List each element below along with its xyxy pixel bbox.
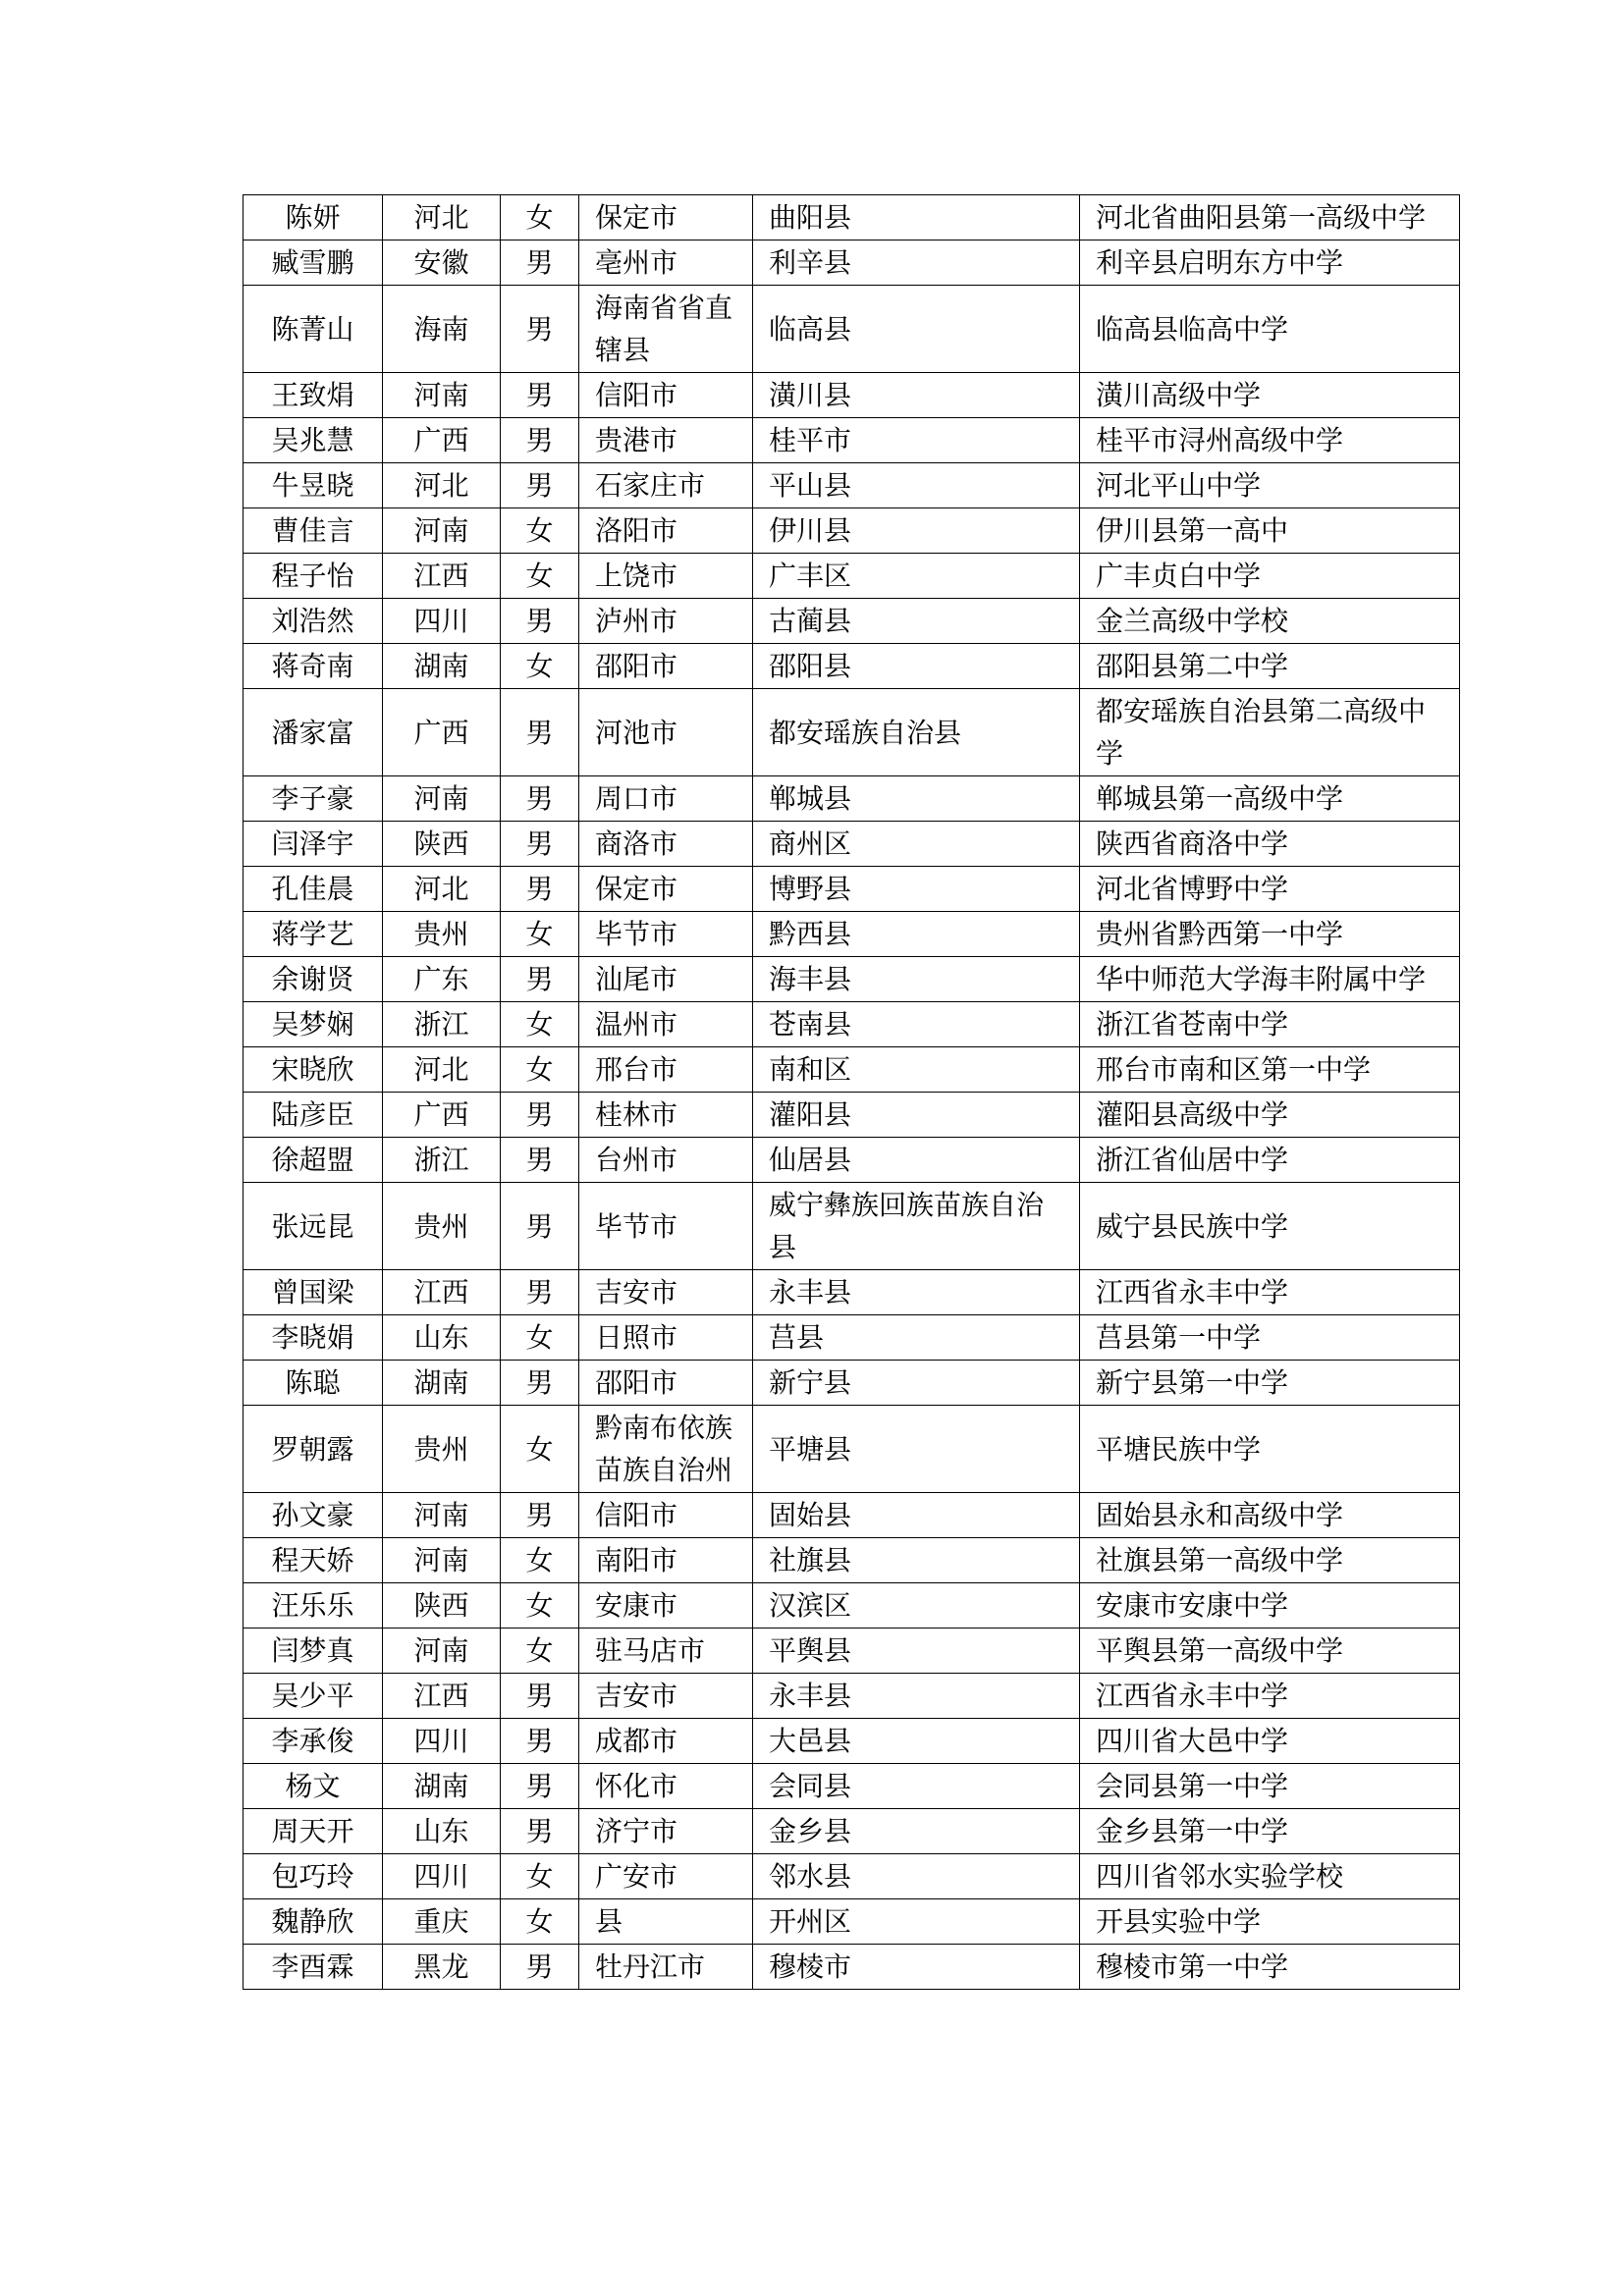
cell-gender: 女 [501,1538,579,1583]
cell-county: 永丰县 [753,1270,1080,1315]
table-row [244,1183,1460,1270]
cell-city: 南阳市 [579,1538,753,1583]
cell-city: 邢台市 [579,1047,753,1093]
table-row [244,1406,1460,1493]
cell-school: 会同县第一中学 [1080,1764,1460,1809]
table-row [244,463,1460,508]
cell-name: 陈聪 [244,1361,383,1406]
cell-name: 孙文豪 [244,1493,383,1538]
cell-county: 威宁彝族回族苗族自治县 [753,1183,1080,1270]
cell-province: 河南 [383,776,501,822]
table-row [244,1945,1460,1990]
cell-county: 莒县 [753,1315,1080,1361]
cell-school: 郸城县第一高级中学 [1080,776,1460,822]
table-row [244,912,1460,957]
cell-city: 商洛市 [579,822,753,867]
cell-name: 徐超盟 [244,1138,383,1183]
cell-county: 邵阳县 [753,644,1080,689]
cell-county: 利辛县 [753,240,1080,286]
cell-province: 浙江 [383,1138,501,1183]
cell-city: 信阳市 [579,373,753,418]
cell-province: 安徽 [383,240,501,286]
cell-name: 闫梦真 [244,1629,383,1674]
cell-school: 临高县临高中学 [1080,286,1460,373]
cell-gender: 男 [501,822,579,867]
cell-gender: 女 [501,1002,579,1047]
cell-province: 广西 [383,418,501,463]
cell-school: 金兰高级中学校 [1080,599,1460,644]
cell-county: 伊川县 [753,508,1080,554]
cell-school: 平舆县第一高级中学 [1080,1629,1460,1674]
cell-city: 汕尾市 [579,957,753,1002]
cell-gender: 男 [501,1674,579,1719]
cell-city: 贵港市 [579,418,753,463]
cell-county: 古蔺县 [753,599,1080,644]
cell-gender: 男 [501,1719,579,1764]
cell-school: 广丰贞白中学 [1080,554,1460,599]
cell-school: 利辛县启明东方中学 [1080,240,1460,286]
cell-city: 亳州市 [579,240,753,286]
cell-province: 河南 [383,1493,501,1538]
cell-school: 江西省永丰中学 [1080,1674,1460,1719]
cell-name: 陈妍 [244,195,383,240]
cell-province: 湖南 [383,644,501,689]
cell-name: 陈菁山 [244,286,383,373]
cell-name: 牛昱晓 [244,463,383,508]
cell-gender: 男 [501,1809,579,1854]
cell-gender: 女 [501,1583,579,1629]
table-row [244,1583,1460,1629]
cell-name: 王致焆 [244,373,383,418]
cell-province: 四川 [383,599,501,644]
cell-name: 曾国梁 [244,1270,383,1315]
cell-county: 汉滨区 [753,1583,1080,1629]
cell-province: 贵州 [383,912,501,957]
cell-school: 邢台市南和区第一中学 [1080,1047,1460,1093]
cell-name: 吴梦娴 [244,1002,383,1047]
cell-county: 海丰县 [753,957,1080,1002]
cell-county: 都安瑶族自治县 [753,689,1080,776]
table-row [244,418,1460,463]
cell-city: 上饶市 [579,554,753,599]
cell-county: 灌阳县 [753,1093,1080,1138]
cell-gender: 男 [501,1093,579,1138]
cell-name: 李子豪 [244,776,383,822]
cell-school: 桂平市浔州高级中学 [1080,418,1460,463]
cell-county: 广丰区 [753,554,1080,599]
cell-city: 吉安市 [579,1270,753,1315]
cell-city: 保定市 [579,867,753,912]
cell-city: 海南省省直辖县 [579,286,753,373]
table-row [244,1538,1460,1583]
cell-name: 臧雪鹏 [244,240,383,286]
cell-county: 临高县 [753,286,1080,373]
cell-gender: 女 [501,912,579,957]
cell-city: 桂林市 [579,1093,753,1138]
cell-county: 开州区 [753,1899,1080,1945]
table-row [244,1854,1460,1899]
cell-gender: 女 [501,1047,579,1093]
cell-gender: 女 [501,195,579,240]
cell-name: 汪乐乐 [244,1583,383,1629]
cell-province: 浙江 [383,1002,501,1047]
cell-city: 邵阳市 [579,1361,753,1406]
cell-name: 包巧玲 [244,1854,383,1899]
cell-name: 周天开 [244,1809,383,1854]
cell-name: 魏静欣 [244,1899,383,1945]
cell-province: 江西 [383,554,501,599]
cell-school: 河北平山中学 [1080,463,1460,508]
cell-province: 贵州 [383,1183,501,1270]
cell-gender: 男 [501,1361,579,1406]
cell-city: 日照市 [579,1315,753,1361]
cell-city: 县 [579,1899,753,1945]
cell-school: 金乡县第一中学 [1080,1809,1460,1854]
cell-county: 桂平市 [753,418,1080,463]
cell-city: 怀化市 [579,1764,753,1809]
cell-province: 陕西 [383,822,501,867]
cell-city: 信阳市 [579,1493,753,1538]
table-row [244,957,1460,1002]
cell-province: 山东 [383,1315,501,1361]
cell-county: 黔西县 [753,912,1080,957]
cell-city: 驻马店市 [579,1629,753,1674]
cell-gender: 女 [501,1406,579,1493]
table-row [244,195,1460,240]
cell-county: 固始县 [753,1493,1080,1538]
cell-gender: 男 [501,1270,579,1315]
cell-school: 平塘民族中学 [1080,1406,1460,1493]
cell-gender: 男 [501,957,579,1002]
cell-county: 苍南县 [753,1002,1080,1047]
cell-name: 张远昆 [244,1183,383,1270]
cell-province: 河南 [383,1629,501,1674]
table-row [244,1629,1460,1674]
roster-body [244,195,1460,1990]
cell-city: 济宁市 [579,1809,753,1854]
cell-province: 山东 [383,1809,501,1854]
table-row [244,1361,1460,1406]
cell-city: 邵阳市 [579,644,753,689]
cell-gender: 男 [501,1138,579,1183]
cell-province: 重庆 [383,1899,501,1945]
cell-county: 新宁县 [753,1361,1080,1406]
cell-county: 社旗县 [753,1538,1080,1583]
cell-gender: 女 [501,554,579,599]
cell-city: 毕节市 [579,1183,753,1270]
cell-city: 吉安市 [579,1674,753,1719]
cell-name: 蒋学艺 [244,912,383,957]
cell-gender: 女 [501,1899,579,1945]
cell-province: 江西 [383,1270,501,1315]
cell-school: 华中师范大学海丰附属中学 [1080,957,1460,1002]
cell-gender: 男 [501,599,579,644]
cell-city: 洛阳市 [579,508,753,554]
cell-school: 开县实验中学 [1080,1899,1460,1945]
table-row [244,1809,1460,1854]
cell-gender: 女 [501,1629,579,1674]
cell-school: 新宁县第一中学 [1080,1361,1460,1406]
cell-name: 曹佳言 [244,508,383,554]
cell-school: 伊川县第一高中 [1080,508,1460,554]
cell-province: 陕西 [383,1583,501,1629]
table-row [244,599,1460,644]
cell-school: 社旗县第一高级中学 [1080,1538,1460,1583]
cell-province: 四川 [383,1854,501,1899]
table-row [244,1002,1460,1047]
cell-school: 邵阳县第二中学 [1080,644,1460,689]
cell-gender: 男 [501,689,579,776]
cell-county: 曲阳县 [753,195,1080,240]
cell-name: 潘家富 [244,689,383,776]
cell-province: 海南 [383,286,501,373]
cell-name: 吴兆慧 [244,418,383,463]
cell-gender: 男 [501,286,579,373]
cell-school: 威宁县民族中学 [1080,1183,1460,1270]
cell-name: 余谢贤 [244,957,383,1002]
table-row [244,1270,1460,1315]
cell-school: 浙江省仙居中学 [1080,1138,1460,1183]
table-row [244,644,1460,689]
cell-name: 蒋奇南 [244,644,383,689]
cell-school: 陕西省商洛中学 [1080,822,1460,867]
cell-gender: 男 [501,418,579,463]
cell-gender: 男 [501,1493,579,1538]
cell-city: 成都市 [579,1719,753,1764]
table-row [244,554,1460,599]
cell-county: 平山县 [753,463,1080,508]
cell-county: 金乡县 [753,1809,1080,1854]
cell-gender: 男 [501,867,579,912]
table-row [244,1093,1460,1138]
cell-county: 大邑县 [753,1719,1080,1764]
table-row [244,1764,1460,1809]
cell-county: 永丰县 [753,1674,1080,1719]
cell-county: 潢川县 [753,373,1080,418]
cell-school: 江西省永丰中学 [1080,1270,1460,1315]
cell-school: 固始县永和高级中学 [1080,1493,1460,1538]
cell-name: 刘浩然 [244,599,383,644]
cell-province: 贵州 [383,1406,501,1493]
cell-province: 江西 [383,1674,501,1719]
table-row [244,286,1460,373]
table-row [244,1047,1460,1093]
cell-name: 李承俊 [244,1719,383,1764]
cell-gender: 男 [501,776,579,822]
cell-province: 广东 [383,957,501,1002]
table-row [244,508,1460,554]
cell-city: 温州市 [579,1002,753,1047]
table-row [244,1315,1460,1361]
cell-city: 黔南布依族苗族自治州 [579,1406,753,1493]
cell-city: 石家庄市 [579,463,753,508]
student-roster-table [243,194,1460,1990]
cell-province: 河南 [383,1538,501,1583]
cell-school: 浙江省苍南中学 [1080,1002,1460,1047]
table-row [244,373,1460,418]
cell-name: 程天娇 [244,1538,383,1583]
table-row [244,867,1460,912]
cell-county: 平塘县 [753,1406,1080,1493]
cell-gender: 男 [501,1183,579,1270]
cell-school: 安康市安康中学 [1080,1583,1460,1629]
cell-gender: 男 [501,1764,579,1809]
cell-gender: 男 [501,373,579,418]
cell-county: 郸城县 [753,776,1080,822]
cell-city: 牡丹江市 [579,1945,753,1990]
cell-gender: 女 [501,1315,579,1361]
cell-name: 陆彦臣 [244,1093,383,1138]
cell-county: 博野县 [753,867,1080,912]
cell-city: 广安市 [579,1854,753,1899]
cell-school: 穆棱市第一中学 [1080,1945,1460,1990]
table-row [244,1493,1460,1538]
cell-name: 罗朝露 [244,1406,383,1493]
cell-school: 都安瑶族自治县第二高级中学 [1080,689,1460,776]
cell-province: 河北 [383,1047,501,1093]
cell-gender: 男 [501,240,579,286]
cell-name: 杨文 [244,1764,383,1809]
cell-city: 毕节市 [579,912,753,957]
cell-province: 广西 [383,689,501,776]
table-row [244,822,1460,867]
table-row [244,1899,1460,1945]
cell-gender: 女 [501,644,579,689]
cell-name: 李酉霖 [244,1945,383,1990]
table-row [244,1719,1460,1764]
cell-city: 泸州市 [579,599,753,644]
cell-province: 广西 [383,1093,501,1138]
cell-gender: 女 [501,1854,579,1899]
cell-name: 李晓娟 [244,1315,383,1361]
table-row [244,1138,1460,1183]
cell-school: 四川省大邑中学 [1080,1719,1460,1764]
table-row [244,776,1460,822]
cell-county: 平舆县 [753,1629,1080,1674]
cell-school: 贵州省黔西第一中学 [1080,912,1460,957]
table-row [244,1674,1460,1719]
cell-county: 商州区 [753,822,1080,867]
cell-city: 台州市 [579,1138,753,1183]
table-row [244,240,1460,286]
cell-school: 河北省博野中学 [1080,867,1460,912]
cell-city: 安康市 [579,1583,753,1629]
cell-school: 灌阳县高级中学 [1080,1093,1460,1138]
cell-county: 仙居县 [753,1138,1080,1183]
cell-county: 穆棱市 [753,1945,1080,1990]
cell-city: 保定市 [579,195,753,240]
cell-province: 河北 [383,195,501,240]
cell-city: 周口市 [579,776,753,822]
cell-school: 莒县第一中学 [1080,1315,1460,1361]
cell-gender: 男 [501,1945,579,1990]
cell-province: 四川 [383,1719,501,1764]
cell-county: 南和区 [753,1047,1080,1093]
cell-school: 河北省曲阳县第一高级中学 [1080,195,1460,240]
cell-school: 四川省邻水实验学校 [1080,1854,1460,1899]
cell-county: 会同县 [753,1764,1080,1809]
cell-gender: 女 [501,508,579,554]
cell-gender: 男 [501,463,579,508]
cell-name: 孔佳晨 [244,867,383,912]
cell-province: 河北 [383,463,501,508]
cell-province: 湖南 [383,1764,501,1809]
cell-city: 河池市 [579,689,753,776]
cell-province: 河南 [383,508,501,554]
cell-province: 湖南 [383,1361,501,1406]
cell-name: 吴少平 [244,1674,383,1719]
cell-province: 河南 [383,373,501,418]
cell-name: 程子怡 [244,554,383,599]
cell-province: 河北 [383,867,501,912]
cell-name: 宋晓欣 [244,1047,383,1093]
cell-school: 潢川高级中学 [1080,373,1460,418]
cell-county: 邻水县 [753,1854,1080,1899]
table-row [244,689,1460,776]
cell-name: 闫泽宇 [244,822,383,867]
cell-province: 黑龙 [383,1945,501,1990]
